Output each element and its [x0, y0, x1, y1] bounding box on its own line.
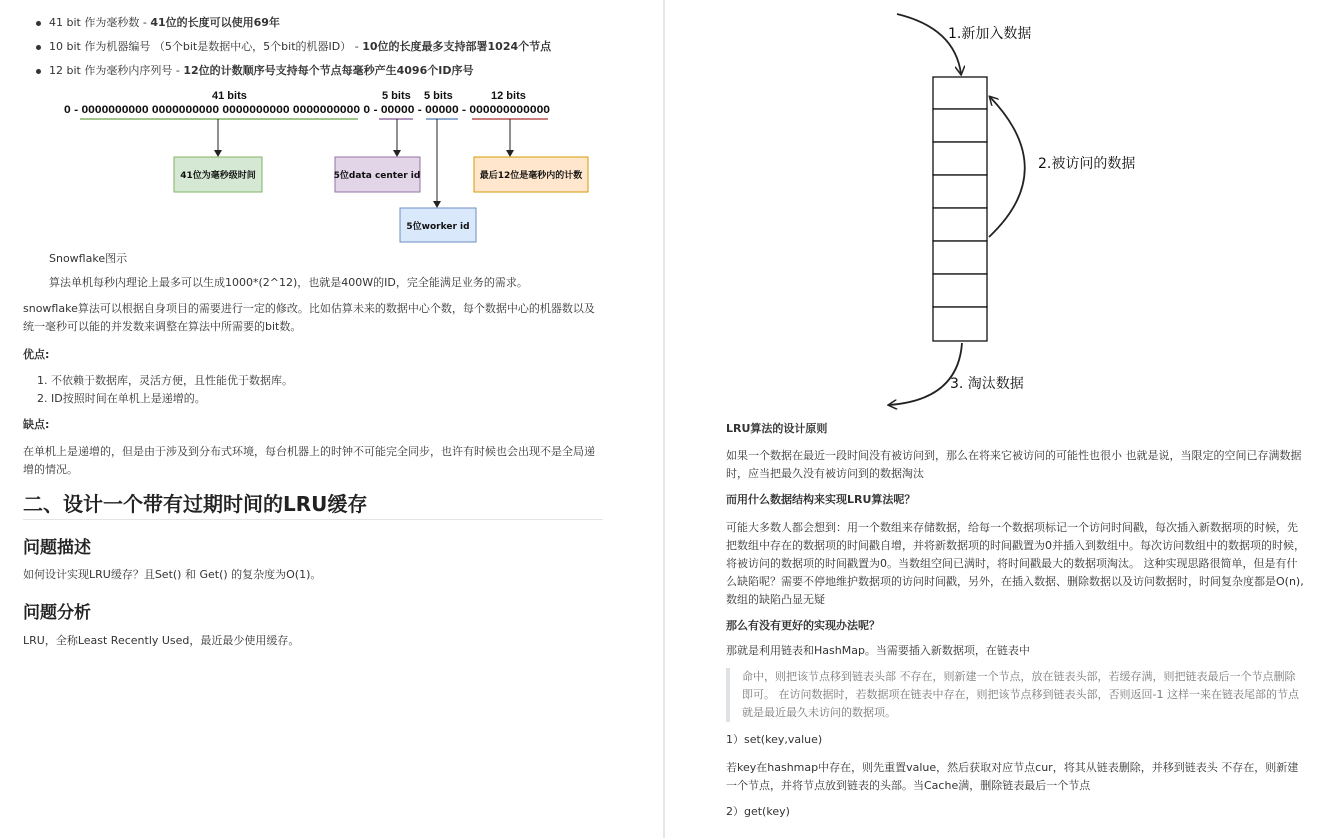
box-time-label: 41位为毫秒级时间 [180, 171, 256, 181]
adjust-text: snowflake算法可以根据自身项目的需要进行一定的修改。比如估算未来的数据中心个数，每个数据中心的机器数以及统一毫秒可以能的并发数来调整在算法中所需要的bit数。 [23, 302, 595, 333]
ds-title: 而用什么数据结构来实现LRU算法呢？ [726, 493, 916, 506]
section-title: 二、设计一个带有过期时间的LRU缓存 [23, 492, 368, 516]
get-title: 2）get(key) [726, 805, 790, 818]
pros-item [37, 390, 206, 408]
header-41-bits: 41 bits [212, 90, 247, 102]
cons-text: 在单机上是递增的，但是由于涉及到分布式环境，每台机器上的时钟不可能完全同步，也许有时候也会出现不是全局递增的情况。 [23, 445, 595, 476]
lru-diagram [666, 0, 1332, 410]
section-divider [23, 519, 603, 520]
cons-label: 缺点: [23, 418, 50, 431]
diagram-caption: Snowflake图示 [49, 252, 128, 265]
box-seq-label: 最后12位是毫秒内的计数 [479, 171, 583, 181]
list-bold-text: 10位的长度最多支持部署1024个节点 [362, 40, 552, 53]
right-page [666, 0, 1332, 838]
pros-item-number: 2. [37, 392, 51, 405]
quote-block: 命中，则把该节点移到链表头部 不存在，则新建一个节点，放在链表头部，若缓存满，则把链表最后一个节点删除即可。 在访问数据时，若数据项在链表中存在，则把该节点移到链表头部，否则返回-1 这样一来在链表尾部的节点就是最近最久未访问的数据项。 [726, 668, 1302, 722]
list-bold-text: 12位的计数顺序号支持每个节点每毫秒产生4096个ID序号 [183, 64, 474, 77]
bits-list-item [49, 38, 551, 56]
ds-text: 可能大多数人都会想到：用一个数组来存储数据，给每一个数据项标记一个访问时间戳，每次插入新数据项的时候，先把数组中存在的数据项的时间戳自增，并将新数据项的时间戳置为0并插入到数组中。每次访问数组中的数据项的时候，将被访问的数据项的时间戳置为0。当数组空间已满时，将时间戳最大的数据项淘汰。 这种实现思路很简单，但是有什么缺陷呢？需要不停地维护数据项的访问时间戳，另外，在插入数据、删除数据以及访问数据时，时间复杂度都是O(n),数组的缺陷凸显无疑 [726, 521, 1305, 606]
label-new: 1.新加入数据 [948, 26, 1032, 42]
capacity-text: 算法单机每秒内理论上最多可以生成1000*(2^12)，也就是400W的ID，完全能满足业务的需求。 [49, 276, 528, 289]
principle-text: 如果一个数据在最近一段时间没有被访问到，那么在将来它被访问的可能性也很小 也就是说，当限定的空间已存满数据时，应当把最久没有被访问到的数据淘汰 [726, 449, 1302, 480]
page-divider [663, 0, 665, 838]
label-access: 2.被访问的数据 [1038, 156, 1136, 172]
bits-list-item [49, 14, 280, 32]
pros-item-text: ID按照时间在单机上是递增的。 [51, 392, 206, 405]
better-text: 那就是利用链表和HashMap。当需要插入新数据项，在链表中 [726, 644, 1030, 657]
box-worker-label: 5位worker id [406, 222, 470, 232]
problem-desc-text: 如何设计实现LRU缓存？且Set() 和 Get() 的复杂度为O(1)。 [23, 568, 322, 581]
list-text: 10 bit 作为机器编号 （5个bit是数据中心，5个bit的机器ID） - [49, 40, 363, 53]
header-5-bits-b: 5 bits [424, 90, 453, 102]
arrow-evict [889, 343, 962, 405]
better-title: 那么有没有更好的实现办法呢？ [726, 619, 880, 632]
lru-cell [933, 241, 987, 274]
lru-cell [933, 175, 987, 208]
problem-desc-title: 问题描述 [23, 538, 91, 558]
lru-cell [933, 109, 987, 142]
bits-string: 0 - 0000000000 0000000000 0000000000 0000000000 0 - 00000 - 00000 - 000000000000 [64, 104, 550, 116]
pros-label: 优点: [23, 348, 50, 361]
lru-cell [933, 307, 987, 341]
list-bold-text: 41位的长度可以使用69年 [150, 16, 280, 29]
list-text: 41 bit 作为毫秒数 - [49, 16, 151, 29]
header-12-bits: 12 bits [491, 90, 526, 102]
left-page [0, 0, 664, 838]
arrow-new [897, 14, 961, 74]
pros-item-number: 1. 不 [37, 374, 62, 387]
problem-analysis-title: 问题分析 [23, 603, 91, 623]
box-datacenter-label: 5位data center id [333, 171, 421, 181]
arrow-access [989, 97, 1025, 237]
header-5-bits-a: 5 bits [382, 90, 411, 102]
principle-title: LRU算法的设计原则 [726, 422, 828, 435]
lru-cell [933, 142, 987, 175]
problem-analysis-text: LRU，全称Least Recently Used，最近最少使用缓存。 [23, 634, 300, 647]
lru-cell [933, 208, 987, 241]
bits-list-item [49, 62, 473, 80]
snowflake-diagram [0, 84, 664, 249]
set-title: 1）set(key,value) [726, 733, 823, 746]
lru-cell [933, 77, 987, 109]
set-text: 若key在hashmap中存在，则先重置value，然后获取对应节点cur，将其从链表删除，并移到链表头 不存在，则新建一个节点，并将节点放到链表的头部。当Cache满，删除链表最后一个节点 [726, 761, 1299, 792]
pros-item [37, 372, 293, 390]
label-evict: 3. 淘汰数据 [950, 376, 1024, 392]
pros-item-text: 依赖于数据库，灵活方便，且性能优于数据库。 [62, 374, 293, 387]
lru-cell [933, 274, 987, 307]
list-text: 12 bit 作为毫秒内序列号 - [49, 64, 184, 77]
